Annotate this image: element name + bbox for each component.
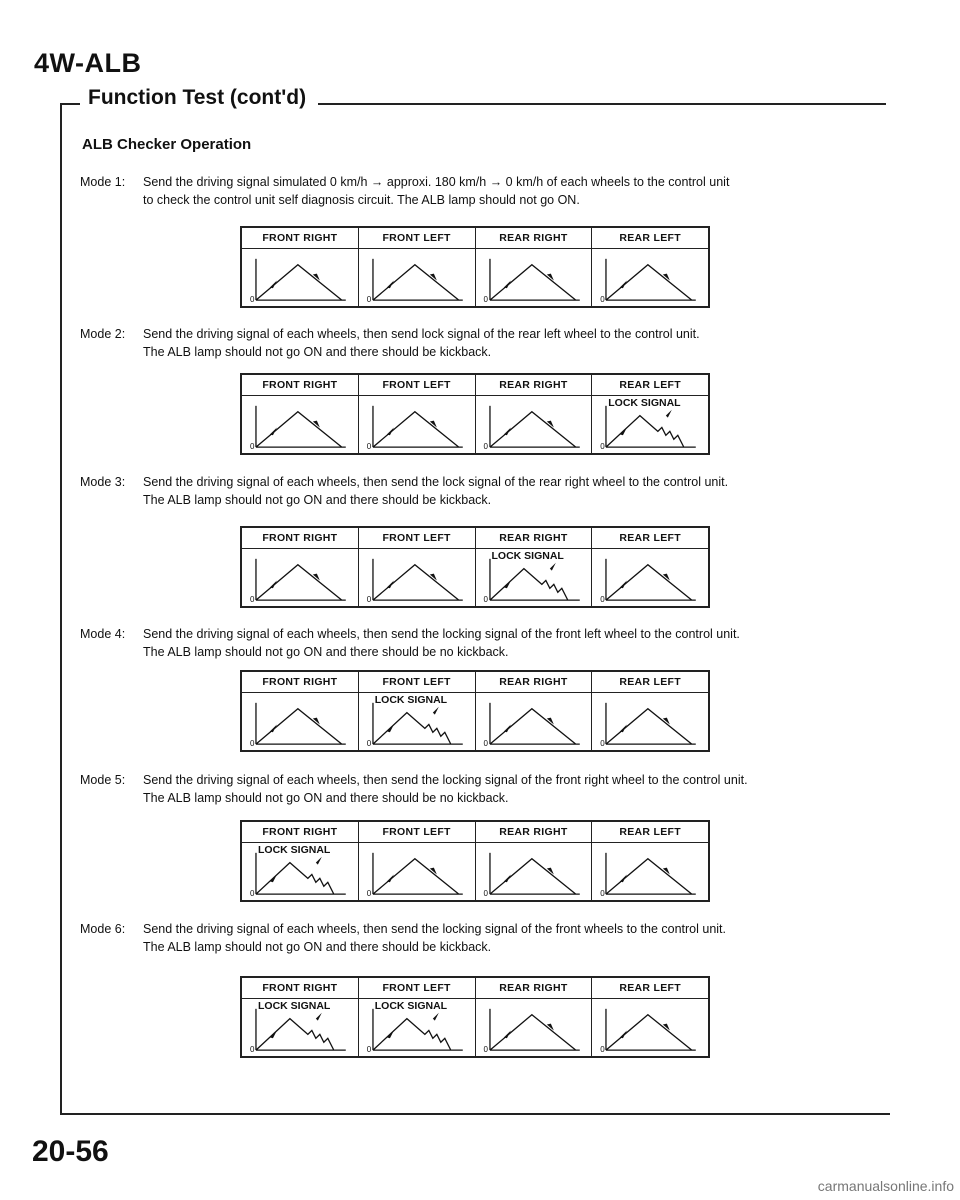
wheel-cell [358,822,475,900]
rise-arrow [620,280,627,288]
mode-text-line: The ALB lamp should not go ON and there should be no kickback. [143,791,509,805]
speed-waveform [606,565,692,600]
signal-graph-svg [359,999,475,1056]
wheel-header: FRONT RIGHT [242,375,358,396]
mode-1-wheel-table [240,226,710,308]
wheel-header: REAR LEFT [592,672,708,693]
signal-graph [592,843,708,900]
rise-arrow [620,580,627,588]
mode-text-line: Send the driving signal of each wheels, then send the locking signal of the front left wheel to the control unit. [143,627,740,641]
mode-3-wheel-table [240,526,710,608]
mode-label: Mode 2: [80,327,126,341]
signal-graph [242,693,358,750]
signal-graph [242,249,358,306]
speed-waveform [256,412,342,447]
fall-arrow [433,707,439,715]
watermark-link[interactable]: carmanualsonline.info [817,1178,954,1194]
mode-1-description [80,173,880,209]
speed-waveform [256,265,342,300]
origin-label: 0 [250,295,255,304]
signal-graph [359,549,475,606]
lock-signal-label: LOCK SIGNAL [258,1000,331,1012]
wheel-header: FRONT LEFT [359,978,475,999]
wheel-header: FRONT RIGHT [242,228,358,249]
wheel-header: FRONT LEFT [359,375,475,396]
mode-text-line: The ALB lamp should not go ON and there should be no kickback. [143,645,509,659]
signal-graph-svg [592,843,708,900]
mode-text [143,473,880,509]
wheel-cell [591,228,708,306]
wheel-header: REAR RIGHT [476,978,592,999]
signal-graph-svg [476,693,592,750]
wheel-header: REAR RIGHT [476,528,592,549]
rise-arrow [387,427,394,435]
frame-left-rule [60,103,62,1114]
signal-graph-svg [359,549,475,606]
rise-arrow [503,1030,510,1038]
fall-arrow [549,563,555,571]
rise-arrow [620,1030,627,1038]
rise-arrow [387,580,394,588]
signal-graph [476,549,592,606]
wheel-header: REAR LEFT [592,978,708,999]
wheel-cell [591,375,708,453]
speed-waveform [606,859,692,894]
wheel-cell [475,672,592,750]
origin-label: 0 [250,442,255,451]
origin-label: 0 [600,1045,605,1054]
mode-text-line: The ALB lamp should not go ON and there should be kickback. [143,940,492,954]
mode-text-line: The ALB lamp should not go ON and there should be kickback. [143,493,492,507]
signal-graph [476,693,592,750]
wheel-header: REAR LEFT [592,528,708,549]
wheel-cell [475,375,592,453]
rise-arrow [503,724,510,732]
origin-label: 0 [600,442,605,451]
signal-graph [592,693,708,750]
wheel-header: FRONT LEFT [359,672,475,693]
signal-graph [359,999,475,1056]
mode-text [143,920,880,956]
fall-arrow [433,1013,439,1021]
signal-graph [242,843,358,900]
rise-arrow [270,280,277,288]
mode-4-wheel-table [240,670,710,752]
wheel-header: FRONT RIGHT [242,528,358,549]
fall-arrow [316,857,322,865]
lock-signal-label: LOCK SIGNAL [374,1000,448,1012]
origin-label: 0 [250,739,255,748]
rise-arrow [270,427,277,435]
wheel-cell [591,528,708,606]
rise-arrow [387,874,394,882]
mode-text [143,771,880,807]
lock-signal-label: LOCK SIGNAL [491,550,564,562]
signal-graph [359,396,475,453]
speed-waveform [256,565,342,600]
wheel-cell [242,528,358,606]
mode-text-line: to check the control unit self diagnosis circuit. The ALB lamp should not go ON. [143,193,580,207]
section-tick [60,103,80,105]
mode-5-description [80,771,880,807]
signal-graph [592,999,708,1056]
signal-graph-svg [242,693,358,750]
mode-label: Mode 6: [80,922,126,936]
rise-arrow [270,580,277,588]
origin-label: 0 [600,295,605,304]
wheel-cell [242,672,358,750]
signal-graph [242,549,358,606]
section-rule [318,103,886,105]
wheel-cell [475,822,592,900]
speed-waveform [606,709,692,744]
mode-text [143,173,880,209]
origin-label: 0 [483,889,488,898]
mode-text-line: Send the driving signal simulated 0 km/h → approxi. 180 km/h → 0 km/h of each wheels to the control unit [143,175,730,189]
wheel-cell [358,528,475,606]
wheel-cell [358,375,475,453]
origin-label: 0 [600,889,605,898]
wheel-header: FRONT RIGHT [242,822,358,843]
speed-waveform [489,709,575,744]
origin-label: 0 [366,295,372,304]
mode-2-description [80,325,880,361]
rise-arrow [503,280,510,288]
fall-arrow [666,410,672,418]
lock-signal-waveform [256,863,334,894]
section-title: Function Test (cont'd) [88,86,312,110]
signal-graph-svg [476,549,592,606]
wheel-header: REAR RIGHT [476,822,592,843]
mode-text-line: Send the driving signal of each wheels, then send the locking signal of the front right wheel to the control unit. [143,773,748,787]
signal-graph-svg [359,843,475,900]
signal-graph-svg [476,249,592,306]
wheel-header: REAR RIGHT [476,375,592,396]
signal-graph-svg [242,549,358,606]
lock-signal-waveform [373,1019,451,1050]
mode-text-line: Send the driving signal of each wheels, then send lock signal of the rear left wheel to the control unit. [143,327,700,341]
rise-arrow [503,427,510,435]
rise-arrow [270,1030,277,1038]
mode-5-wheel-table [240,820,710,902]
rise-arrow [620,427,627,435]
rise-arrow [387,724,394,732]
signal-graph [476,999,592,1056]
wheel-header: FRONT RIGHT [242,978,358,999]
page-number: 20-56 [32,1135,109,1168]
origin-label: 0 [483,739,488,748]
origin-label: 0 [250,1045,255,1054]
speed-waveform [373,265,459,300]
origin-label: 0 [250,889,255,898]
speed-waveform [489,859,575,894]
origin-label: 0 [483,595,488,604]
signal-graph-svg [359,693,475,750]
signal-graph [359,843,475,900]
wheel-cell [358,672,475,750]
rise-arrow [270,724,277,732]
wheel-header: REAR LEFT [592,822,708,843]
rise-arrow [503,580,510,588]
signal-graph [476,249,592,306]
mode-3-description [80,473,880,509]
wheel-cell [242,822,358,900]
wheel-header: REAR RIGHT [476,672,592,693]
speed-waveform [373,565,459,600]
wheel-header: FRONT LEFT [359,228,475,249]
rise-arrow [270,874,277,882]
signal-graph [359,249,475,306]
speed-waveform [256,709,342,744]
mode-label: Mode 1: [80,175,126,189]
signal-graph-svg [476,999,592,1056]
origin-label: 0 [366,739,372,748]
signal-graph-svg [476,396,592,453]
mode-text-line: Send the driving signal of each wheels, then send the locking signal of the front wheels to the control unit. [143,922,727,936]
wheel-cell [358,978,475,1056]
mode-label: Mode 4: [80,627,126,641]
signal-graph [242,396,358,453]
wheel-cell [591,672,708,750]
signal-graph-svg [359,396,475,453]
speed-waveform [373,859,459,894]
origin-label: 0 [483,1045,488,1054]
speed-waveform [606,265,692,300]
speed-waveform [489,265,575,300]
wheel-header: FRONT RIGHT [242,672,358,693]
mode-text-line: The ALB lamp should not go ON and there should be kickback. [143,345,492,359]
wheel-cell [475,528,592,606]
speed-waveform [489,1015,575,1050]
lock-signal-label: LOCK SIGNAL [258,844,331,856]
subheading: ALB Checker Operation [82,136,252,153]
origin-label: 0 [366,889,372,898]
rise-arrow [387,1030,394,1038]
wheel-header: REAR LEFT [592,228,708,249]
signal-graph-svg [592,549,708,606]
origin-label: 0 [366,595,372,604]
wheel-cell [591,822,708,900]
mode-text [143,325,880,361]
origin-label: 0 [366,442,372,451]
signal-graph-svg [592,396,708,453]
frame-bottom-rule [60,1113,890,1115]
lock-signal-waveform [489,569,567,600]
wheel-cell [242,375,358,453]
signal-graph [592,549,708,606]
signal-graph [592,396,708,453]
wheel-header: FRONT LEFT [359,528,475,549]
mode-text [143,625,880,661]
lock-signal-waveform [606,416,684,447]
mode-6-wheel-table [240,976,710,1058]
lock-signal-label: LOCK SIGNAL [608,397,681,409]
rise-arrow [620,724,627,732]
origin-label: 0 [483,442,488,451]
signal-graph-svg [242,999,358,1056]
signal-graph-svg [592,693,708,750]
wheel-header: FRONT LEFT [359,822,475,843]
lock-signal-waveform [256,1019,334,1050]
signal-graph-svg [359,249,475,306]
signal-graph-svg [592,249,708,306]
origin-label: 0 [366,1045,372,1054]
fall-arrow [316,1013,322,1021]
signal-graph [242,999,358,1056]
speed-waveform [606,1015,692,1050]
page-title: 4W-ALB [34,48,142,78]
wheel-cell [242,228,358,306]
wheel-cell [475,978,592,1056]
mode-4-description [80,625,880,661]
mode-6-description [80,920,880,956]
rise-arrow [503,874,510,882]
signal-graph-svg [242,249,358,306]
lock-signal-waveform [373,713,451,744]
origin-label: 0 [600,595,605,604]
origin-label: 0 [483,295,488,304]
signal-graph [476,843,592,900]
mode-label: Mode 5: [80,773,126,787]
mode-label: Mode 3: [80,475,126,489]
signal-graph [592,249,708,306]
signal-graph [476,396,592,453]
speed-waveform [489,412,575,447]
mode-2-wheel-table [240,373,710,455]
wheel-header: REAR LEFT [592,375,708,396]
signal-graph-svg [242,843,358,900]
signal-graph-svg [476,843,592,900]
wheel-header: REAR RIGHT [476,228,592,249]
wheel-cell [358,228,475,306]
wheel-cell [242,978,358,1056]
origin-label: 0 [250,595,255,604]
mode-text-line: Send the driving signal of each wheels, then send the lock signal of the rear right wheel to the control unit. [143,475,729,489]
lock-signal-label: LOCK SIGNAL [374,694,448,706]
rise-arrow [387,280,394,288]
signal-graph-svg [242,396,358,453]
wheel-cell [475,228,592,306]
speed-waveform [373,412,459,447]
signal-graph [359,693,475,750]
origin-label: 0 [600,739,605,748]
rise-arrow [620,874,627,882]
wheel-cell [591,978,708,1056]
signal-graph-svg [592,999,708,1056]
